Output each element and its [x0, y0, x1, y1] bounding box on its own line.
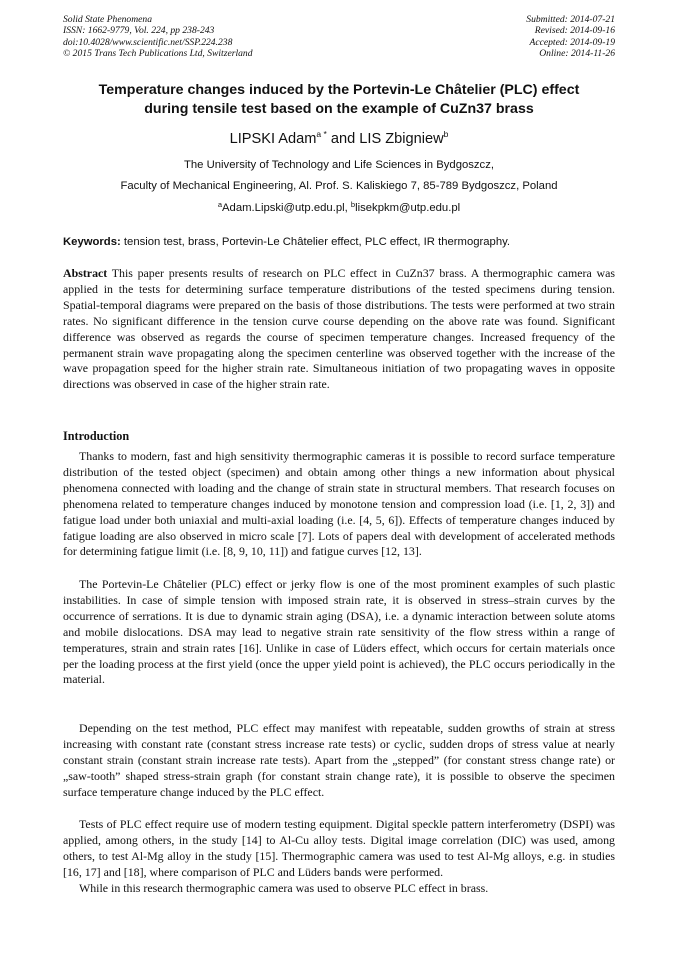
publication-dates [526, 14, 615, 60]
body-paragraph: Tests of PLC effect require use of modern testing equipment. Digital speckle pattern interferometry (DSPI) was applied, among others, in the study [14] to Al-Cu alloy tests. Digital image correlation (DIC) was used, among others, to test Al-Mg alloy in the study [15]. Thermographic camera was used to test Al-Mg alloys, e.g. in studies [16, 17] and [18], where comparison of PLC and Lüders bands were performed. [63, 817, 615, 879]
abstract-text: This paper presents results of research on PLC effect in CuZn37 brass. A thermographic camera was applied in the tests for determining surface temperature distributions of the tested specimens during tension. Spatial-temporal diagrams were prepared on the basis of those distributions. The tests were performed at two strain rates. No significant difference in the tension curve course depending on the above rate was found. Significant difference was observed as regards the course of specimen temperature changes. Increased frequency of the permanent strain wave propagating along the specimen centerline was observed together with the increase of the wave propagation speed for the higher strain rate. Simultaneous initiation of two propagating waves in opposite directions was observed in case of the higher strain rate. [63, 266, 615, 392]
keywords [63, 235, 623, 249]
date-revised: Revised: 2014-09-16 [534, 25, 615, 37]
author-superscript: a * [316, 129, 327, 139]
body-paragraph: Depending on the test method, PLC effect may manifest with repeatable, sudden growths of strain at stress increasing with constant rate (constant stress increase rate tests) or cyclic, sudden drops of stress value at nearly constant strain (constant strain increase rate tests). Apart from the „stepped” (for constant stress change rate) or „saw-tooth” shaped stress-strain graph (for constant strain change rate), it is possible to observe the specimen surface temperature change induced by the PLC effect. [63, 721, 615, 799]
email-link[interactable]: lisekpkm@utp.edu.pl [355, 202, 461, 214]
author-name: LIPSKI Adam [229, 131, 317, 147]
body-paragraph: Thanks to modern, fast and high sensitivity thermographic cameras it is possible to record surface temperature distribution of the tested object (specimen) and obtain among other things a new information about physical phenomena connected with loading and the change of strain state in structural members. That research focuses on phenomena related to temperature changes induced by monotone tension and compression load (i.e. [1, 2, 3]) and fatigue load under both uniaxial and multi-axial loading (i.e. [4, 5, 6]). Effects of temperature changes induced by fatigue loading are also observed in micro scale [7]. Lots of papers deal with development of accelerated methods for determining fatigue limit (i.e. [8, 9, 10, 11]) and fatigue curves [12, 13]. [63, 449, 615, 559]
abstract-label: Abstract [63, 266, 108, 280]
paper-title [40, 81, 638, 119]
date-online: Online: 2014-11-26 [539, 48, 615, 60]
journal-info [63, 14, 253, 60]
author-name: LIS Zbigniew [359, 131, 444, 147]
title-line-1: Temperature changes induced by the Portevin-Le Châtelier (PLC) effect [98, 82, 580, 98]
title-line-2: during tensile test based on the example of CuZn37 brass [144, 101, 534, 117]
keywords-label: Keywords: [63, 236, 121, 248]
affiliation-faculty: Faculty of Mechanical Engineering, Al. Prof. S. Kaliskiego 7, 85-789 Bydgoszcz, Poland [120, 180, 558, 192]
journal-name: Solid State Phenomena [63, 14, 152, 25]
email-separator: , [344, 202, 351, 214]
journal-issn: ISSN: 1662-9779, Vol. 224, pp 238-243 [63, 25, 215, 37]
email-superscript: b [350, 200, 356, 209]
date-submitted: Submitted: 2014-07-21 [526, 14, 615, 25]
author-conjunction: and [326, 131, 360, 147]
author-emails [0, 201, 678, 215]
section-heading-introduction: Introduction [63, 429, 130, 443]
affiliation-university: The University of Technology and Life Sciences in Bydgoszcz, [184, 159, 494, 171]
journal-doi: doi:10.4028/www.scientific.net/SSP.224.238 [63, 36, 233, 48]
email-link[interactable]: Adam.Lipski@utp.edu.pl [222, 202, 345, 214]
body-paragraph: While in this research thermographic camera was used to observe PLC effect in brass. [79, 881, 489, 895]
journal-copyright: © 2015 Trans Tech Publications Ltd, Switzerland [63, 48, 253, 60]
date-accepted: Accepted: 2014-09-19 [529, 36, 615, 48]
author-list [0, 130, 678, 148]
email-superscript: a [217, 200, 223, 209]
keywords-text: tension test, brass, Portevin-Le Châtelier effect, PLC effect, IR thermography. [120, 236, 511, 248]
abstract-paragraph [63, 266, 615, 393]
author-superscript: b [443, 129, 449, 139]
body-paragraph: The Portevin-Le Châtelier (PLC) effect or jerky flow is one of the most prominent examples of such plastic instabilities. In case of simple tension with imposed strain rate, it is observed in stress–strain curves by the occurrence of serrations. It is due to dynamic strain aging (DSA), i.e. a dynamic interaction between solute atoms and mobile dislocations. DSA may lead to negative strain rate sensitivity of the flow stress within a range of temperatures, strain and strain rates [16]. Unlike in case of Lüders effect, which occurs for certain materials once per the loading process at the first yield (once the upper yield point is achieved), the PLC occurs periodically in the material. [63, 577, 615, 687]
